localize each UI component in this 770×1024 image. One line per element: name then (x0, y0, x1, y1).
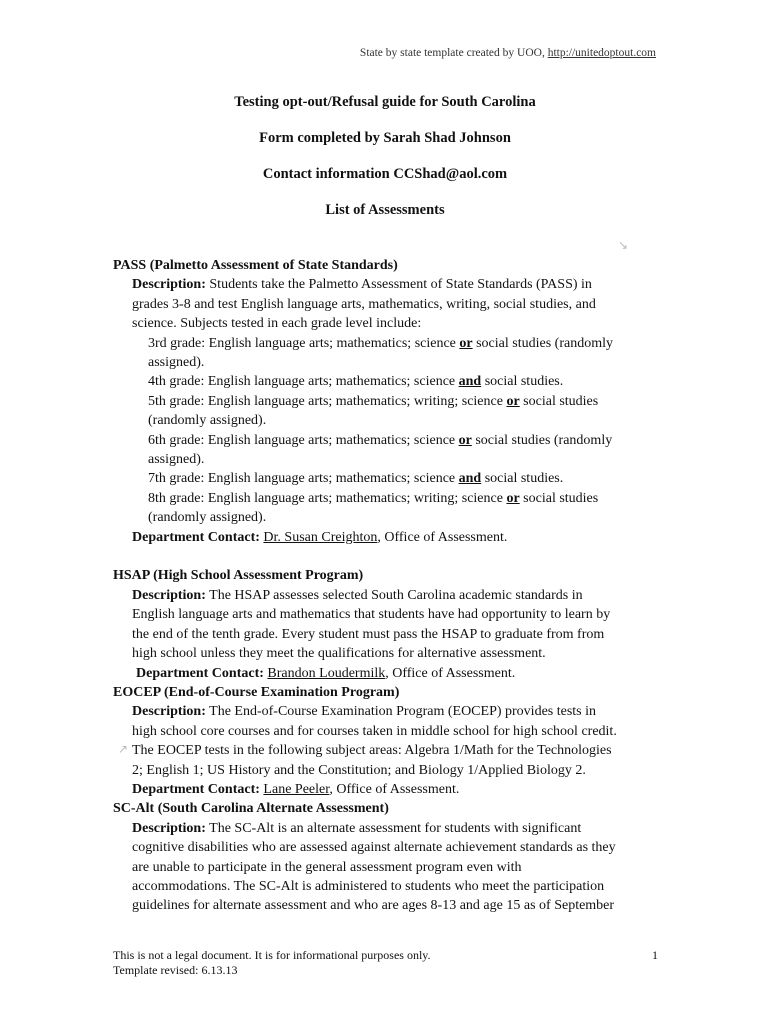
contact-link[interactable]: Lane Peeler (263, 781, 330, 797)
grade-8-line (113, 489, 668, 508)
completed-by: Form completed by Sarah Shad Johnson (259, 130, 511, 146)
grade-text: social studies (randomly (476, 335, 613, 351)
arrow-mark-icon: ↗ (118, 742, 129, 756)
contact-office: , Office of Assessment. (329, 781, 460, 797)
hsap-desc-line: high school unless they meet the qualifications for alternative assessment. (132, 646, 546, 662)
grade-3-line (113, 334, 668, 353)
eocep-title: EOCEP (End-of-Course Examination Program) (113, 684, 400, 700)
grade-6-line (113, 431, 668, 450)
scalt-desc-line: guidelines for alternate assessment and who are ages 8-13 and age 15 as of September (132, 898, 615, 914)
footer-revised: Template revised: 6.13.13 (113, 963, 238, 977)
grade-4-line (113, 372, 668, 391)
footer-disclaimer: This is not a legal document. It is for informational purposes only. (113, 948, 431, 962)
grade-text: 3rd grade: English language arts; mathematics; science (148, 335, 456, 351)
hsap-desc-line: the end of the tenth grade. Every student must pass the HSAP to graduate from from (132, 626, 605, 642)
scalt-desc-line: cognitive disabilities who are assessed against alternate achievement standards as they (132, 840, 616, 856)
eocep-contact (113, 780, 668, 799)
contact-info: Contact information CCShad@aol.com (262, 166, 508, 182)
hsap-description (113, 586, 668, 605)
scalt-desc-line: are unable to participate in the general assessment program even with (132, 859, 522, 875)
contact-office: , Office of Assessment. (377, 529, 508, 545)
and-emphasis: and (458, 471, 482, 487)
grade-5-cont: (randomly assigned). (148, 413, 267, 429)
hsap-desc-label: Description: (132, 587, 206, 603)
grade-7-line (113, 469, 668, 488)
grade-text: social studies. (484, 471, 564, 487)
or-emphasis: or (506, 490, 520, 506)
eocep-desc-label: Description: (132, 704, 206, 720)
eocep-desc-line: high school core courses and for courses taken in middle school for high school credit. (132, 723, 617, 739)
grade-text: social studies (randomly (475, 432, 613, 448)
pass-description (113, 275, 668, 294)
header-text: State by state template created by UOO, (359, 47, 545, 59)
scalt-desc-label: Description: (132, 820, 206, 836)
page-number: 1 (652, 948, 658, 962)
pass-contact (113, 528, 668, 547)
scalt-title: SC-Alt (South Carolina Alternate Assessment) (113, 801, 389, 817)
hsap-desc-line: English language arts and mathematics that students have had opportunity to learn by (132, 607, 611, 623)
pass-title: PASS (Palmetto Assessment of State Standards) (113, 258, 398, 273)
guide-title: Testing opt-out/Refusal guide for South Carolina (234, 94, 536, 110)
grade-text: 8th grade: English language arts; mathematics; writing; science (148, 490, 503, 506)
eocep-description (113, 702, 668, 721)
or-emphasis: or (506, 393, 520, 409)
document-body (113, 256, 668, 916)
grade-text: social studies. (484, 374, 564, 390)
contact-link[interactable]: Dr. Susan Creighton (263, 529, 378, 545)
pass-desc-label: Description: (132, 277, 206, 293)
page-header (360, 46, 656, 60)
or-emphasis: or (459, 335, 473, 351)
grade-text: 5th grade: English language arts; mathematics; writing; science (148, 393, 503, 409)
hsap-title: HSAP (High School Assessment Program) (113, 568, 364, 584)
arrow-mark-icon: ↘ (618, 238, 629, 252)
eocep-desc-line: The End-of-Course Examination Program (EOCEP) provides tests in (209, 704, 597, 720)
header-link[interactable]: http://unitedoptout.com (547, 47, 656, 59)
grade-3-cont: assigned). (148, 355, 205, 371)
contact-label: Department Contact: (136, 665, 264, 681)
contact-label: Department Contact: (132, 781, 260, 797)
grade-5-line (113, 392, 668, 411)
page-footer (113, 948, 658, 978)
hsap-contact (113, 664, 668, 683)
hsap-desc-line: The HSAP assesses selected South Carolina academic standards in (209, 587, 583, 603)
grade-text: social studies (523, 490, 599, 506)
eocep-desc-line: The EOCEP tests in the following subject areas: Algebra 1/Math for the Technologies (132, 743, 612, 759)
contact-link[interactable]: Brandon Loudermilk (267, 665, 386, 681)
list-heading: List of Assessments (325, 202, 445, 218)
grade-text: social studies (523, 393, 599, 409)
scalt-desc-line: The SC-Alt is an alternate assessment for students with significant (209, 820, 582, 836)
grade-8-cont: (randomly assigned). (148, 510, 267, 526)
contact-office: , Office of Assessment. (385, 665, 516, 681)
grade-6-cont: assigned). (148, 452, 205, 468)
pass-desc-line: grades 3-8 and test English language arts, mathematics, writing, social studies, and (132, 296, 596, 312)
grade-text: 4th grade: English language arts; mathematics; science (148, 374, 456, 390)
or-emphasis: or (458, 432, 472, 448)
pass-desc-line: science. Subjects tested in each grade level include: (132, 316, 422, 332)
spacer (113, 547, 668, 566)
grade-text: 6th grade: English language arts; mathematics; science (148, 432, 456, 448)
scalt-desc-line: accommodations. The SC-Alt is administered to students who meet the participation (132, 878, 605, 894)
scalt-description (113, 819, 668, 838)
grade-text: 7th grade: English language arts; mathematics; science (148, 471, 456, 487)
contact-label: Department Contact: (132, 529, 260, 545)
title-block (0, 93, 770, 237)
eocep-desc-line: 2; English 1; US History and the Constitution; and Biology 1/Applied Biology 2. (132, 762, 586, 778)
pass-desc-line: Students take the Palmetto Assessment of State Standards (PASS) in (209, 277, 592, 293)
and-emphasis: and (458, 374, 482, 390)
